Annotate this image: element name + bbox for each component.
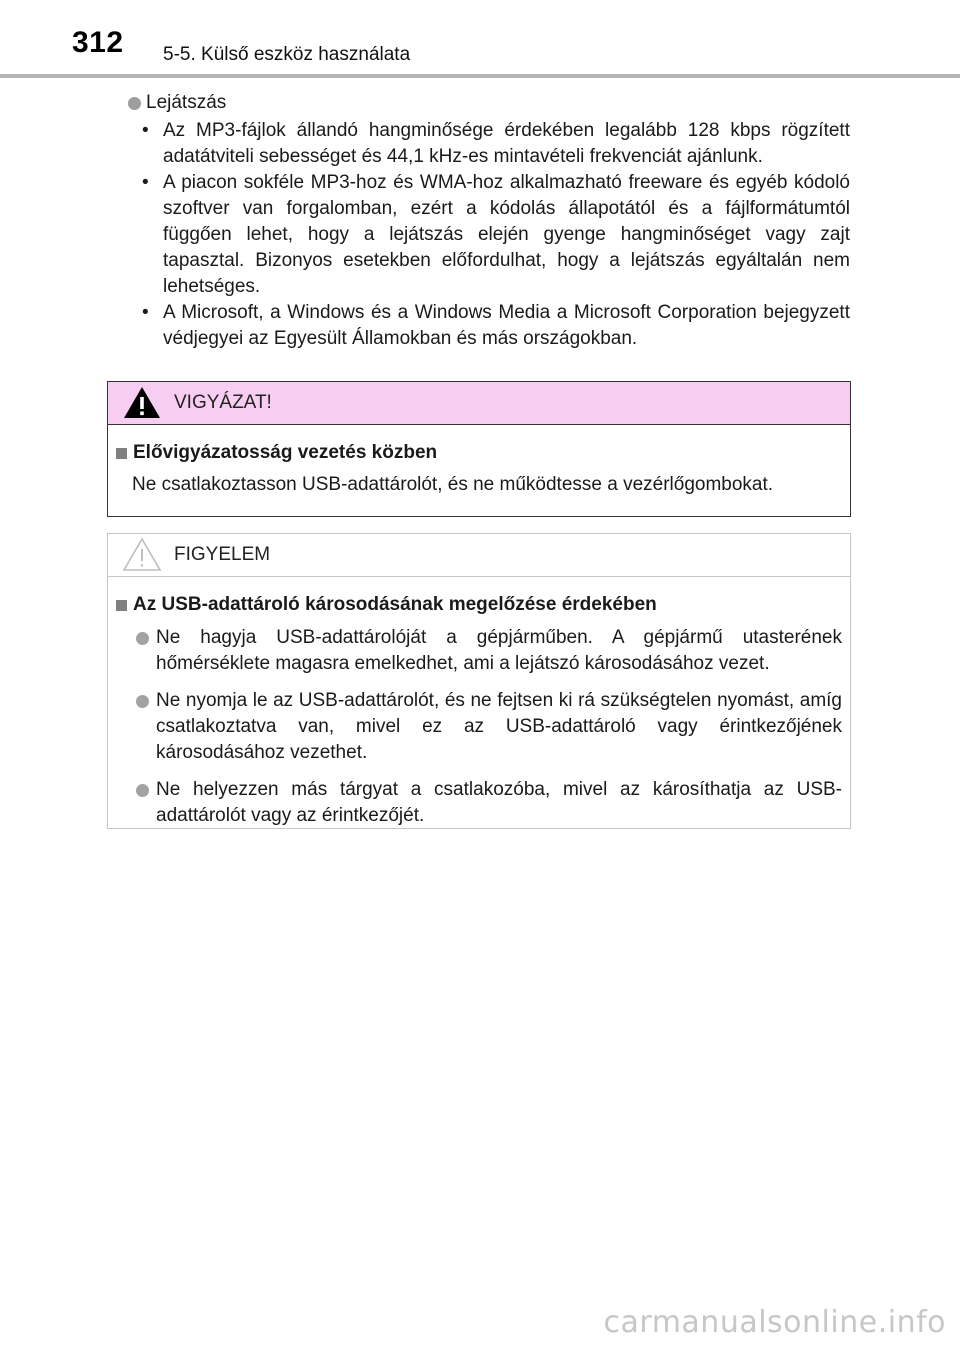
warning-body bbox=[108, 425, 850, 499]
section-title: Lejátszás bbox=[146, 92, 227, 113]
playback-list bbox=[128, 118, 850, 352]
warning-triangle-icon bbox=[122, 385, 162, 421]
section-heading bbox=[128, 88, 850, 118]
chapter-title: 5-5. Külső eszköz használata bbox=[163, 44, 411, 65]
header-rule bbox=[0, 74, 960, 78]
notice-list bbox=[116, 625, 850, 829]
list-item bbox=[116, 688, 850, 766]
square-bullet-icon bbox=[116, 448, 127, 459]
playback-section bbox=[128, 88, 850, 352]
list-item-text: Ne helyezzen más tárgyat a csatlakozóba, mivel az károsíthatja az USB-adattárolót vagy az érintkezőjét. bbox=[156, 779, 842, 826]
list-item bbox=[128, 118, 850, 170]
page-header bbox=[0, 0, 960, 80]
notice-heading-text: Az USB-adattároló károsodásának megelőzése érdekében bbox=[133, 594, 657, 615]
list-item bbox=[128, 300, 850, 352]
square-bullet-icon bbox=[116, 600, 127, 611]
list-item-text: Ne nyomja le az USB-adattárolót, és ne fejtsen ki rá szükségtelen nyomást, amíg csatlakoztatva van, mivel ez az USB-adattároló vagy érintkezőjének károsodásához vezethet. bbox=[156, 690, 842, 763]
warning-label: VIGYÁZAT! bbox=[174, 392, 272, 413]
dot-bullet-icon bbox=[136, 695, 149, 708]
warning-box bbox=[107, 381, 851, 517]
list-item-text: Az MP3-fájlok állandó hangminősége érdekében legalább 128 kbps rögzített adatátviteli sebességet és 44,1 kHz-es mintavételi frekvenciát ajánlunk. bbox=[163, 120, 850, 167]
notice-heading bbox=[116, 591, 850, 619]
dot-bullet-icon bbox=[136, 632, 149, 645]
bullet-icon: • bbox=[142, 172, 149, 193]
caution-outline-triangle-icon bbox=[122, 537, 162, 573]
warning-heading-text: Elővigyázatosság vezetés közben bbox=[133, 442, 438, 463]
list-item bbox=[116, 625, 850, 677]
bullet-dot-icon bbox=[128, 97, 141, 110]
watermark-text: carmanualsonline.info bbox=[603, 1305, 946, 1340]
list-item bbox=[116, 777, 850, 829]
page-number: 312 bbox=[72, 26, 124, 59]
notice-box bbox=[107, 533, 851, 829]
notice-body bbox=[108, 577, 850, 829]
notice-header bbox=[108, 534, 850, 577]
list-item-text: A piacon sokféle MP3-hoz és WMA-hoz alkalmazható freeware és egyéb kódoló szoftver van forgalomban, ezért a kódolás állapotától és a fájlformátumtól függően lehet, hogy a lejátszás elején gyenge hangminőséget vagy zajt tapasztal. Bizonyos esetekben előfordulhat, hogy a lejátszás egyáltalán nem lehetséges. bbox=[163, 172, 850, 297]
dot-bullet-icon bbox=[136, 784, 149, 797]
list-item-text: Ne hagyja USB-adattárolóját a gépjárműben. A gépjármű utasterének hőmérséklete magasra emelkedhet, ami a lejátszó károsodásához vezet. bbox=[156, 627, 842, 674]
bullet-icon: • bbox=[142, 120, 149, 141]
notice-label: FIGYELEM bbox=[174, 544, 271, 565]
list-item bbox=[128, 170, 850, 300]
bullet-icon: • bbox=[142, 302, 149, 323]
warning-heading bbox=[116, 439, 850, 467]
warning-text: Ne csatlakoztasson USB-adattárolót, és ne működtesse a vezérlőgombokat. bbox=[132, 474, 774, 495]
warning-header bbox=[108, 382, 850, 425]
list-item-text: A Microsoft, a Windows és a Windows Media a Microsoft Corporation bejegyzett védjegyei az Egyesült Államokban és más országokban. bbox=[163, 302, 850, 349]
